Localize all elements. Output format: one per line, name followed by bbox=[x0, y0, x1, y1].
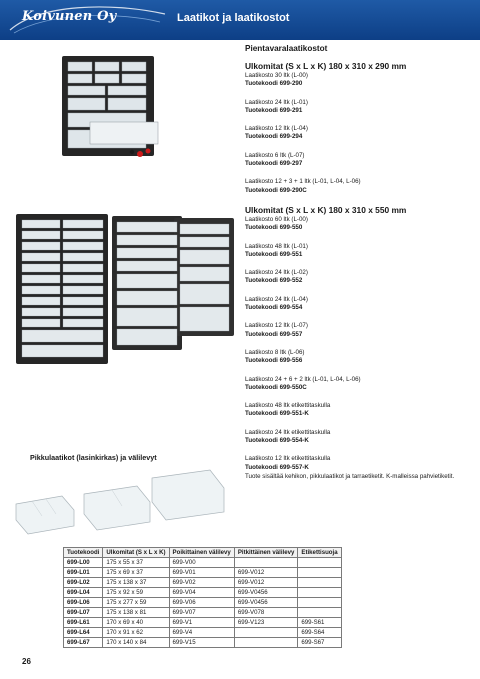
table-cell bbox=[234, 638, 298, 648]
product-code-cell: 699-L06 bbox=[64, 598, 103, 608]
page-number: 26 bbox=[22, 657, 31, 666]
table-cell: 170 x 91 x 62 bbox=[103, 628, 169, 638]
table-cell: 699-V06 bbox=[169, 598, 234, 608]
product-entry bbox=[245, 216, 473, 233]
table-cell: 699-V07 bbox=[169, 608, 234, 618]
column-header: Etikettisuoja bbox=[298, 548, 341, 558]
small-boxes-heading: Pikkulaatikot (lasinkirkas) ja välilevyt bbox=[30, 453, 157, 462]
column-header: Pitkittäinen välilevy bbox=[234, 548, 298, 558]
table-cell: 699-S61 bbox=[298, 618, 341, 628]
product-note: Tuote sisältää kehikon, pikkulaatikot ja tarraetiketit. K-malleissa pahvietiketit. bbox=[245, 472, 455, 480]
product-entry bbox=[245, 429, 473, 446]
column-header: Ulkomitat (S x L x K) bbox=[103, 548, 169, 558]
tall-cabinets-image bbox=[14, 212, 240, 367]
product-name: Laatikosto 24 + 6 + 2 ltk (L-01, L-04, L-06) bbox=[245, 375, 361, 383]
table-cell: 699-V1 bbox=[169, 618, 234, 628]
header-bar bbox=[0, 0, 480, 40]
product-entry bbox=[245, 125, 473, 142]
table-cell bbox=[298, 558, 341, 568]
product-entry bbox=[245, 376, 473, 393]
product-code-cell: 699-L61 bbox=[64, 618, 103, 628]
section-title: Pientavaralaatikostot bbox=[245, 44, 328, 53]
product-code: Tuotekoodi 699-551 bbox=[245, 250, 303, 258]
table-cell bbox=[234, 558, 298, 568]
company-logo: Koivunen Oy bbox=[22, 9, 117, 24]
table-cell: 699-V02 bbox=[169, 578, 234, 588]
table-cell: 699-V4 bbox=[169, 628, 234, 638]
product-name: Laatikosto 24 ltk (L-01) bbox=[245, 98, 308, 106]
product-name: Laatikosto 12 + 3 + 1 ltk (L-01, L-04, L-06) bbox=[245, 178, 361, 186]
product-code-cell: 699-L00 bbox=[64, 558, 103, 568]
product-code-cell: 699-L01 bbox=[64, 568, 103, 578]
column-header: Tuotekoodi bbox=[64, 548, 103, 558]
table-cell: 699-V012 bbox=[234, 578, 298, 588]
table-cell: 175 x 92 x 59 bbox=[103, 588, 169, 598]
product-entry bbox=[245, 455, 473, 472]
table-row bbox=[64, 578, 342, 588]
product-code: Tuotekoodi 699-290C bbox=[245, 186, 307, 194]
table-cell: 699-S67 bbox=[298, 638, 341, 648]
table-cell bbox=[298, 588, 341, 598]
table-cell: 170 x 69 x 40 bbox=[103, 618, 169, 628]
product-name: Laatikosto 30 ltk (L-00) bbox=[245, 72, 308, 79]
table-cell: 175 x 277 x 59 bbox=[103, 598, 169, 608]
dimensions-heading: Ulkomitat (S x L x K) 180 x 310 x 290 mm bbox=[245, 61, 407, 71]
table-cell: 699-S64 bbox=[298, 628, 341, 638]
table-cell bbox=[298, 578, 341, 588]
table-cell: 699-V0456 bbox=[234, 598, 298, 608]
table-cell: 699-V123 bbox=[234, 618, 298, 628]
table-cell: 699-V15 bbox=[169, 638, 234, 648]
product-entry bbox=[245, 296, 473, 313]
product-entry bbox=[245, 269, 473, 286]
table-cell bbox=[298, 598, 341, 608]
table-row bbox=[64, 638, 342, 648]
product-entry bbox=[245, 349, 473, 366]
product-entry bbox=[245, 322, 473, 339]
table-row bbox=[64, 568, 342, 578]
product-code: Tuotekoodi 699-554 bbox=[245, 304, 303, 312]
product-entry bbox=[245, 72, 473, 89]
table-row bbox=[64, 608, 342, 618]
product-code-cell: 699-L02 bbox=[64, 578, 103, 588]
product-entry bbox=[245, 178, 473, 195]
product-group-550 bbox=[245, 205, 473, 472]
product-name: Laatikosto 60 ltk (L-00) bbox=[245, 215, 308, 223]
page-header-title: Laatikot ja laatikostot bbox=[177, 12, 290, 24]
product-name: Laatikosto 24 ltk (L-02) bbox=[245, 269, 308, 277]
table-cell: 175 x 55 x 37 bbox=[103, 558, 169, 568]
table-cell: 175 x 138 x 81 bbox=[103, 608, 169, 618]
product-code: Tuotekoodi 699-291 bbox=[245, 106, 303, 114]
table-cell: 699-V0456 bbox=[234, 588, 298, 598]
product-code: Tuotekoodi 699-550C bbox=[245, 383, 307, 391]
product-code: Tuotekoodi 699-557-K bbox=[245, 463, 309, 471]
product-code: Tuotekoodi 699-294 bbox=[245, 133, 303, 141]
table-cell: 170 x 140 x 84 bbox=[103, 638, 169, 648]
product-name: Laatikosto 6 ltk (L-07) bbox=[245, 151, 305, 159]
product-code: Tuotekoodi 699-554-K bbox=[245, 437, 309, 445]
column-header: Poikittainen välilevy bbox=[169, 548, 234, 558]
table-cell: 699-V078 bbox=[234, 608, 298, 618]
product-group-290 bbox=[245, 61, 473, 195]
dimensions-heading: Ulkomitat (S x L x K) 180 x 310 x 550 mm bbox=[245, 204, 407, 215]
table-row bbox=[64, 558, 342, 568]
product-code-cell: 699-L07 bbox=[64, 608, 103, 618]
product-name: Laatikosto 48 ltk etikettitaskulla bbox=[245, 402, 331, 410]
product-entry bbox=[245, 402, 473, 419]
product-list-column bbox=[245, 44, 473, 481]
table-cell: 175 x 138 x 37 bbox=[103, 578, 169, 588]
product-name: Laatikosto 24 ltk (L-04) bbox=[245, 295, 308, 303]
table-row bbox=[64, 628, 342, 638]
product-name: Laatikosto 12 ltk etikettitaskulla bbox=[245, 455, 331, 463]
product-entry bbox=[245, 152, 473, 169]
table-cell bbox=[298, 608, 341, 618]
product-code-cell: 699-L64 bbox=[64, 628, 103, 638]
table-row bbox=[64, 588, 342, 598]
table-header-row bbox=[64, 548, 342, 558]
table-cell bbox=[298, 568, 341, 578]
product-code: Tuotekoodi 699-551-K bbox=[245, 410, 309, 418]
product-code: Tuotekoodi 699-552 bbox=[245, 277, 303, 285]
product-name: Laatikosto 12 ltk (L-07) bbox=[245, 322, 308, 330]
product-name: Laatikosto 8 ltk (L-06) bbox=[245, 348, 305, 356]
product-code: Tuotekoodi 699-297 bbox=[245, 160, 303, 168]
table-row bbox=[64, 618, 342, 628]
product-code-cell: 699-L67 bbox=[64, 638, 103, 648]
table-cell: 699-V012 bbox=[234, 568, 298, 578]
product-code: Tuotekoodi 699-556 bbox=[245, 357, 303, 365]
product-code: Tuotekoodi 699-557 bbox=[245, 330, 303, 338]
table-cell bbox=[234, 628, 298, 638]
clear-boxes-image bbox=[12, 464, 230, 540]
product-code: Tuotekoodi 699-290 bbox=[245, 80, 303, 88]
table-cell: 699-V00 bbox=[169, 558, 234, 568]
product-code-cell: 699-L04 bbox=[64, 588, 103, 598]
spec-table bbox=[63, 547, 342, 648]
product-name: Laatikosto 24 ltk etikettitaskulla bbox=[245, 428, 331, 436]
small-cabinet-image bbox=[60, 52, 160, 164]
table-cell: 699-V01 bbox=[169, 568, 234, 578]
product-entry bbox=[245, 99, 473, 116]
table-cell: 175 x 69 x 37 bbox=[103, 568, 169, 578]
table-row bbox=[64, 598, 342, 608]
product-entry bbox=[245, 243, 473, 260]
product-name: Laatikosto 48 ltk (L-01) bbox=[245, 242, 308, 250]
table-cell: 699-V04 bbox=[169, 588, 234, 598]
product-name: Laatikosto 12 ltk (L-04) bbox=[245, 125, 308, 133]
product-code: Tuotekoodi 699-550 bbox=[245, 224, 303, 232]
